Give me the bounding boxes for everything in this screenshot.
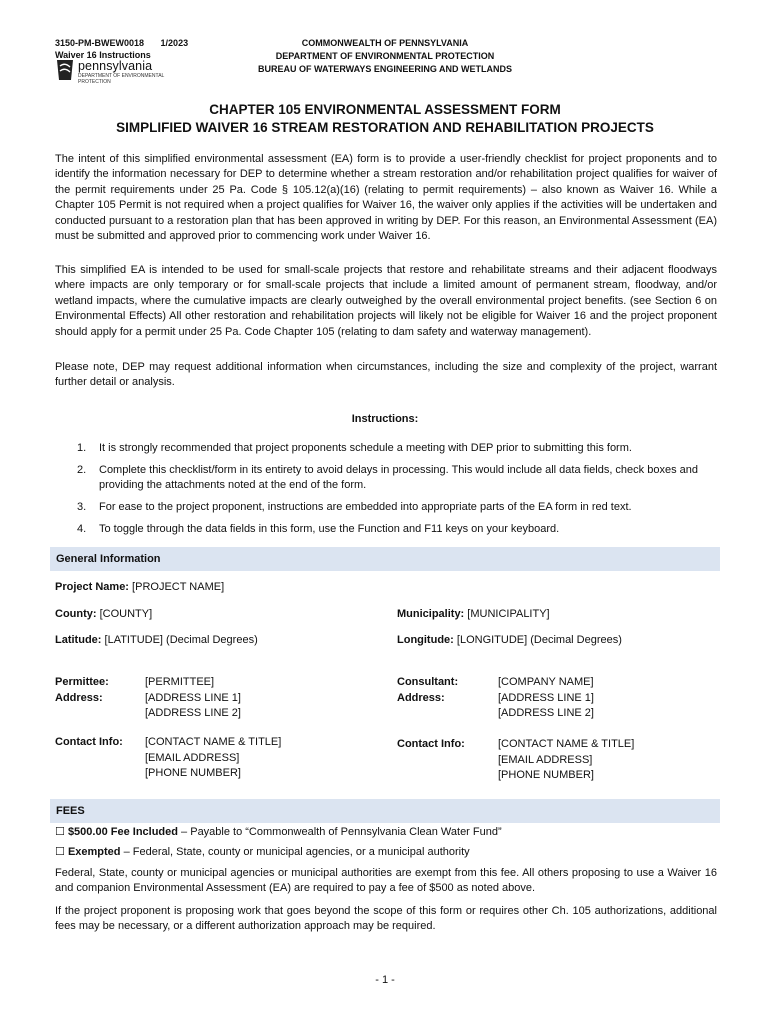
municipality-row: Municipality: [MUNICIPALITY] [397,608,550,620]
consultant-fields [498,675,594,722]
list-item: 4. To toggle through the data fields in this form, use the Function and F11 keys on your keyboard. [77,523,560,535]
general-info-section-header: General Information [50,547,720,571]
logo-wordmark: pennsylvania [78,59,153,73]
permittee-field[interactable]: [PERMITTEE] [145,676,215,688]
permittee-address-line-2[interactable]: [ADDRESS LINE 2] [145,707,241,720]
longitude-row: Longitude: [LONGITUDE] (Decimal Degrees) [397,634,622,646]
latitude-row: Latitude: [LATITUDE] (Decimal Degrees) [55,634,258,646]
fees-section-header: FEES [50,799,720,823]
instructions-heading: Instructions: [351,413,419,425]
logo-subtitle: DEPARTMENT OF ENVIRONMENTAL PROTECTION [78,73,165,85]
form-id-block [55,37,202,61]
list-item: 2. Complete this checklist/form in its entirety to avoid delays in processing. This would include all data fields, check boxes and providing the attachments noted at the end of the form. [77,464,698,491]
permittee-contact-email[interactable]: [EMAIL ADDRESS] [145,751,240,764]
permittee-labels: Permittee: Address: [55,676,109,704]
agency-line-2: DEPARTMENT OF ENVIRONMENTAL PROTECTION [275,51,495,61]
list-item: 1. It is strongly recommended that project proponents schedule a meeting with DEP prior to submitting this form. [77,442,632,454]
permittee-contact-phone[interactable]: [PHONE NUMBER] [145,767,241,780]
form-date: 1/2023 [160,38,189,48]
project-name-field[interactable]: [PROJECT NAME] [132,581,225,593]
intro-paragraph-2: This simplified EA is intended to be used for small-scale projects that restore and rehabilitate streams and their adjacent floodways where impacts are only temporary or for small-scale projects that include a limited amount of permanent stream, floodway, and/or wetland impacts, where the cumulative impacts are clearly outweighed by the overall environmental project benefits. (see Section 6 on Environmental Effects) All other restoration and rehabilitation projects will likely not be eligible for Waiver 16 and the project proponent should apply for a permit under 25 Pa. Code Chapter 105 (relating to dam safety and waterway management). [55,264,717,338]
instructions-list [55,441,717,544]
doc-type: Waiver 16 Instructions [55,50,151,60]
permittee-contact-name[interactable]: [CONTACT NAME & TITLE] [145,736,282,748]
checkbox-icon[interactable]: ☐ [55,825,65,838]
fees-paragraph-1: Federal, State, county or municipal agencies or municipal authorities are exempt from this fee. All others proposing to use a Waiver 16 and companion Environmental Assessment (EA) are required to pay a fee of $500 as noted above. [55,867,717,895]
permittee-fields [145,675,241,722]
fees-paragraph-2: If the project proponent is proposing work that goes beyond the scope of this form or requires other Ch. 105 authorizations, additional fees may be necessary, or a different authorization approach may be required. [55,905,717,933]
consultant-address-line-1[interactable]: [ADDRESS LINE 1] [498,691,594,704]
municipality-field[interactable]: [MUNICIPALITY] [467,608,550,620]
consultant-contact-name[interactable]: [CONTACT NAME & TITLE] [498,738,635,750]
consultant-labels: Consultant: Address: [397,676,459,704]
consultant-contact-email[interactable]: [EMAIL ADDRESS] [498,753,593,766]
latitude-field[interactable]: [LATITUDE] (Decimal Degrees) [104,634,258,646]
intro-paragraph-3: Please note, DEP may request additional information when circumstances, including the size and complexity of the project, warrant further detail or analysis. [55,361,717,389]
agency-line-3: BUREAU OF WATERWAYS ENGINEERING AND WETLANDS [257,64,512,74]
list-item: 3. For ease to the project proponent, instructions are embedded into appropriate parts of the EA form in red text. [77,501,632,513]
permittee-contact-fields [145,735,281,782]
contact-label-right: Contact Info: [397,738,465,750]
consultant-field[interactable]: [COMPANY NAME] [498,676,594,688]
title-line-1: CHAPTER 105 ENVIRONMENTAL ASSESSMENT FORM [209,102,561,117]
permittee-address-line-1[interactable]: [ADDRESS LINE 1] [145,691,241,704]
form-title [40,101,730,137]
agency-header [230,37,540,76]
pa-logo [55,60,175,88]
consultant-address-line-2[interactable]: [ADDRESS LINE 2] [498,707,594,720]
intro-paragraph-1: The intent of this simplified environmental assessment (EA) form is to provide a user-friendly checklist for project proponents and to identify the information necessary for DEP to determine whether a stream restoration and/or rehabilitation project qualifies for waiver of the permit requirements under 25 Pa. Code § 105.12(a)(16) (relating to permit requirements) – also known as Waiver 16. While a Chapter 105 Permit is not required when a project qualifies for Waiver 16, the waiver only applies if the activities will be undertaken and conducted pursuant to a restoration plan that has been approved in writing by DEP. For this reason, an Environmental Assessment (EA) must be submitted and approved prior to commencing work under Waiver 16. [55,153,717,243]
fee-included-option[interactable]: ☐ $500.00 Fee Included – Payable to “Commonwealth of Pennsylvania Clean Water Fund” [55,825,502,838]
checkbox-icon[interactable]: ☐ [55,845,65,858]
project-name-row: Project Name: [PROJECT NAME] [55,581,225,593]
page-number: - 1 - [375,974,395,986]
title-line-2: SIMPLIFIED WAIVER 16 STREAM RESTORATION AND REHABILITATION PROJECTS [116,120,654,135]
form-code: 3150-PM-BWEW0018 [55,38,145,48]
consultant-contact-phone[interactable]: [PHONE NUMBER] [498,769,594,782]
consultant-contact-fields [498,737,634,784]
county-field[interactable]: [COUNTY] [99,608,153,620]
contact-label-left: Contact Info: [55,736,123,748]
keystone-icon [55,60,75,82]
longitude-field[interactable]: [LONGITUDE] (Decimal Degrees) [456,634,622,646]
county-row: County: [COUNTY] [55,608,153,620]
agency-line-1: COMMONWEALTH OF PENNSYLVANIA [301,38,469,48]
fee-exempted-option[interactable]: ☐ Exempted – Federal, State, county or municipal agencies, or a municipal authority [55,845,470,858]
